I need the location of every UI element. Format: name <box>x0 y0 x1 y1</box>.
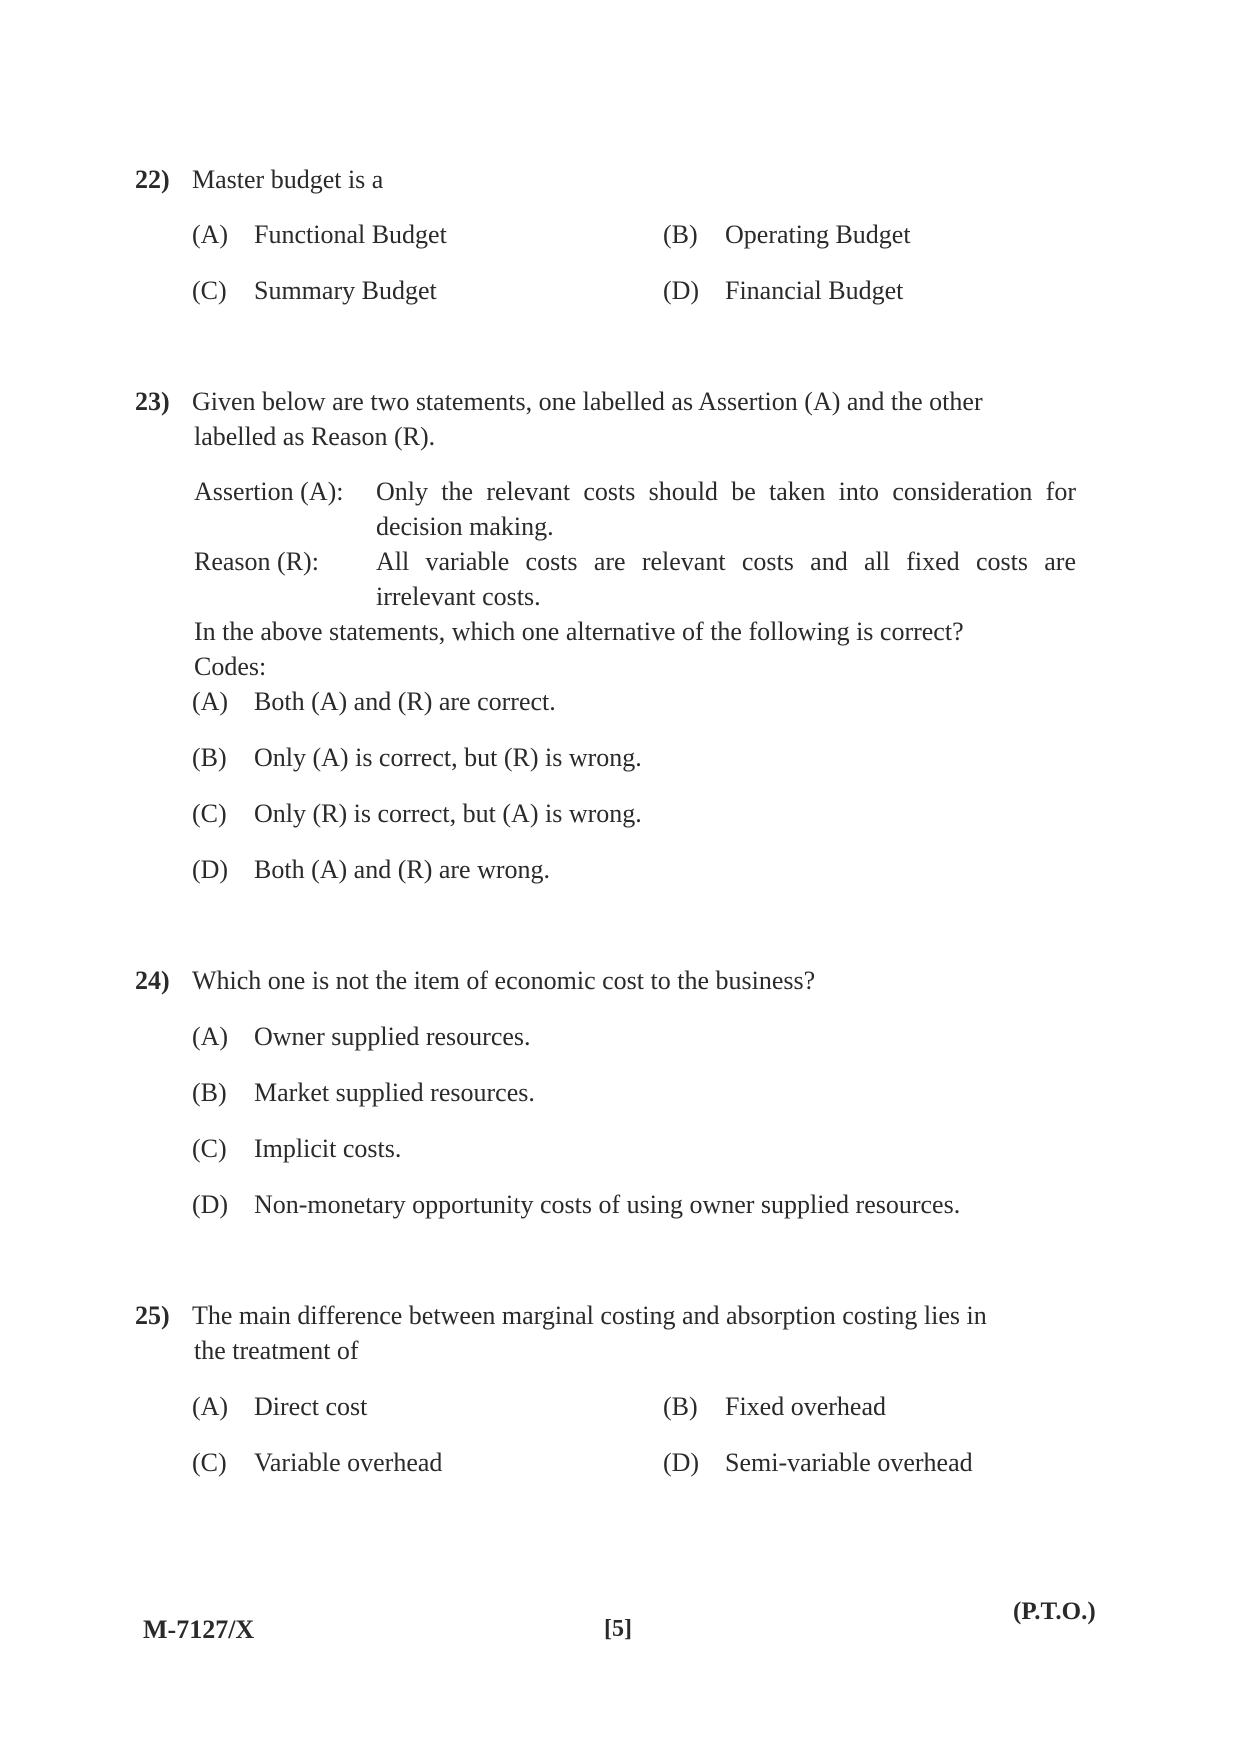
option-text: Operating Budget <box>725 220 911 249</box>
option-letter: (D) <box>192 855 229 884</box>
reason-text: All variable costs are relevant costs and all fixed costs are irrelevant costs. <box>376 547 1076 611</box>
question-number: 25) <box>135 1301 170 1330</box>
option-letter: (B) <box>663 220 698 249</box>
option-a <box>192 1019 531 1054</box>
option-text: Semi-variable overhead <box>725 1448 973 1477</box>
option-text: Only (A) is correct, but (R) is wrong. <box>254 743 642 772</box>
option-letter: (C) <box>192 1448 227 1477</box>
option-letter: (B) <box>192 743 227 772</box>
option-letter: (A) <box>192 1022 229 1051</box>
codes-label: Codes: <box>194 652 267 681</box>
option-b <box>192 1075 535 1110</box>
option-text: Summary Budget <box>254 276 437 305</box>
option-text: Financial Budget <box>725 276 904 305</box>
page-number: [5] <box>604 1616 632 1642</box>
option-letter: (B) <box>192 1078 227 1107</box>
assertion-text: Only the relevant costs should be taken into consideration for decision making. <box>376 477 1076 541</box>
option-letter: (A) <box>192 1392 229 1421</box>
question-stem: Which one is not the item of economic cost to the business? <box>192 966 816 995</box>
option-d <box>663 273 903 308</box>
option-c <box>192 273 437 308</box>
option-b <box>192 740 642 775</box>
option-text: Market supplied resources. <box>254 1078 535 1107</box>
option-text: Functional Budget <box>254 220 447 249</box>
question-prompt: In the above statements, which one alternative of the following is correct? <box>194 617 964 646</box>
option-c <box>192 1131 401 1166</box>
option-letter: (A) <box>192 687 229 716</box>
assertion-label: Assertion (A): <box>194 477 344 506</box>
option-letter: (D) <box>192 1190 229 1219</box>
option-c <box>192 1445 442 1480</box>
question-stem: Master budget is a <box>192 165 384 194</box>
paper-code: M-7127/X <box>143 1615 255 1644</box>
option-text: Non-monetary opportunity costs of using owner supplied resources. <box>254 1190 961 1219</box>
question-stem-line-1: The main difference between marginal costing and absorption costing lies in <box>192 1301 987 1330</box>
option-text: Only (R) is correct, but (A) is wrong. <box>254 799 642 828</box>
option-text: Fixed overhead <box>725 1392 887 1421</box>
question-stem-line-1: Given below are two statements, one labelled as Assertion (A) and the other <box>192 387 983 416</box>
question-number: 23) <box>135 387 170 416</box>
option-d <box>192 852 550 887</box>
option-text: Variable overhead <box>254 1448 443 1477</box>
option-letter: (B) <box>663 1392 698 1421</box>
question-stem-line-2: the treatment of <box>194 1336 359 1365</box>
option-letter: (C) <box>192 276 227 305</box>
question-stem-line-2: labelled as Reason (R). <box>194 422 436 451</box>
option-letter: (D) <box>663 1448 700 1477</box>
question-number: 22) <box>135 165 170 194</box>
option-c <box>192 796 642 831</box>
option-text: Owner supplied resources. <box>254 1022 531 1051</box>
option-letter: (D) <box>663 276 700 305</box>
question-number: 24) <box>135 966 170 995</box>
option-text: Both (A) and (R) are correct. <box>254 687 556 716</box>
option-a <box>192 684 556 719</box>
option-d <box>192 1187 960 1222</box>
option-text: Both (A) and (R) are wrong. <box>254 855 551 884</box>
option-letter: (C) <box>192 1134 227 1163</box>
option-d <box>663 1445 973 1480</box>
option-text: Direct cost <box>254 1392 368 1421</box>
option-letter: (C) <box>192 799 227 828</box>
option-a <box>192 1389 367 1424</box>
pto-note: (P.T.O.) <box>1013 1598 1096 1625</box>
option-text: Implicit costs. <box>254 1134 402 1163</box>
option-b <box>663 1389 886 1424</box>
option-a <box>192 217 447 252</box>
option-letter: (A) <box>192 220 229 249</box>
reason-label: Reason (R): <box>194 547 319 576</box>
option-b <box>663 217 911 252</box>
